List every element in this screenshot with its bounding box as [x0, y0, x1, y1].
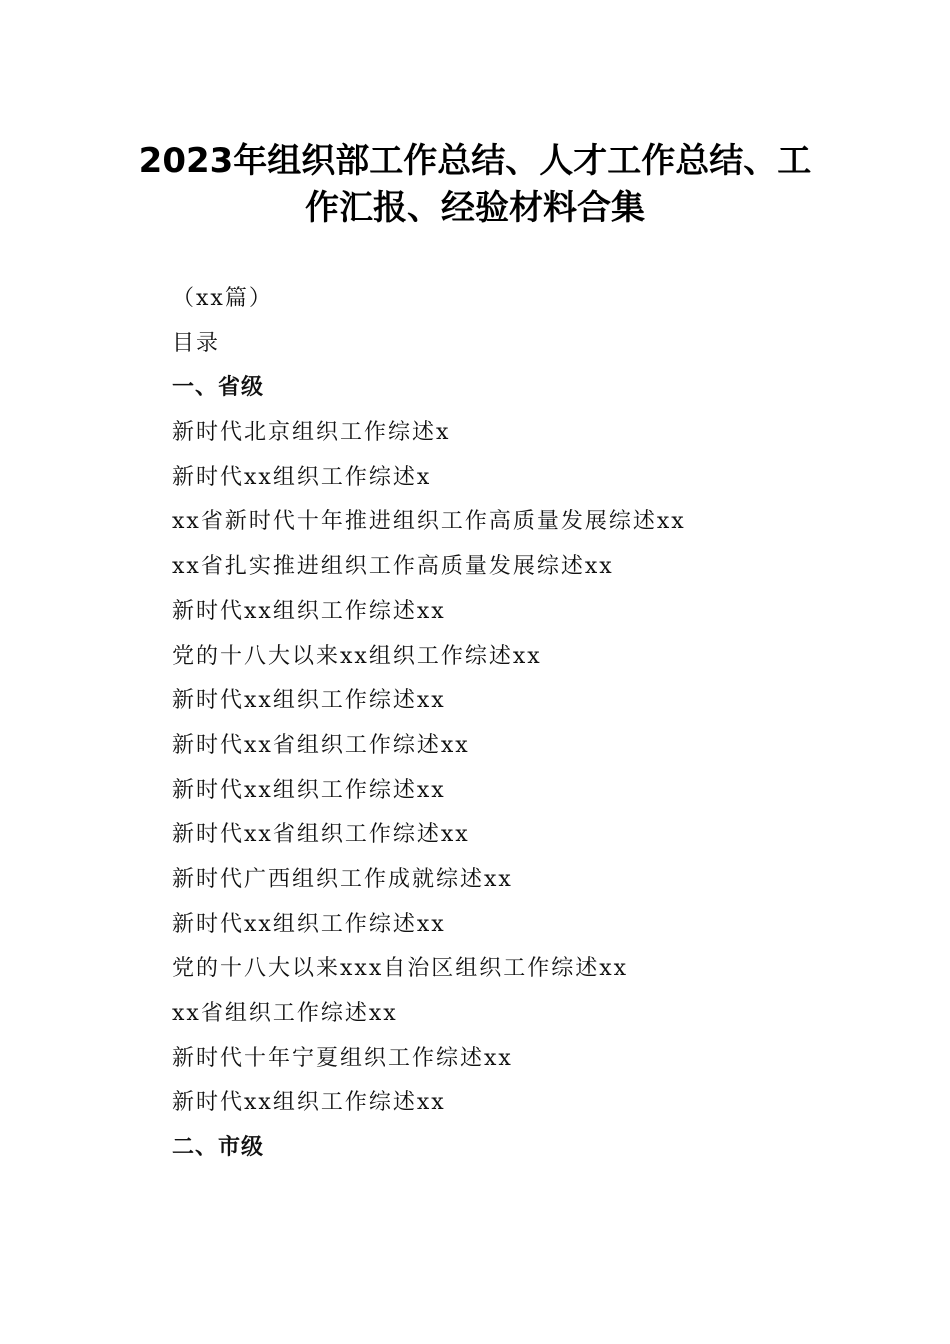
toc-item: 新时代广西组织工作成就综述xx — [172, 866, 513, 892]
toc-item: 新时代xx组织工作综述xx — [172, 598, 446, 624]
toc-item: 党的十八大以来xx组织工作综述xx — [172, 643, 542, 669]
article-count: （xx篇） — [172, 286, 273, 311]
toc-item: 新时代xx组织工作综述xx — [172, 777, 446, 803]
toc-item: 新时代xx组织工作综述x — [172, 464, 432, 490]
title-line-2: 作汇报、经验材料合集 — [305, 188, 645, 228]
toc-item: 新时代xx省组织工作综述xx — [172, 732, 470, 758]
toc-item: 新时代xx组织工作综述xx — [172, 911, 446, 937]
toc-item: 新时代xx组织工作综述xx — [172, 688, 446, 714]
section-heading-provincial: 一、省级 — [172, 375, 265, 401]
document-body — [172, 280, 852, 1174]
title-line-1: 2023年组织部工作总结、人才工作总结、工 — [138, 141, 812, 181]
toc-item: xx省组织工作综述xx — [172, 1001, 398, 1026]
toc-item: xx省新时代十年推进组织工作高质量发展综述xx — [172, 509, 686, 535]
toc-item: 新时代xx省组织工作综述xx — [172, 822, 470, 848]
toc-item: 新时代北京组织工作综述x — [172, 420, 451, 446]
section-heading-municipal: 二、市级 — [172, 1135, 265, 1161]
toc-item: 新时代十年宁夏组织工作综述xx — [172, 1045, 513, 1071]
toc-heading: 目录 — [172, 330, 221, 356]
document-title — [100, 138, 850, 232]
toc-item: xx省扎实推进组织工作高质量发展综述xx — [172, 554, 614, 580]
toc-item: 新时代xx组织工作综述xx — [172, 1090, 446, 1116]
toc-item: 党的十八大以来xxx自治区组织工作综述xx — [172, 956, 629, 982]
